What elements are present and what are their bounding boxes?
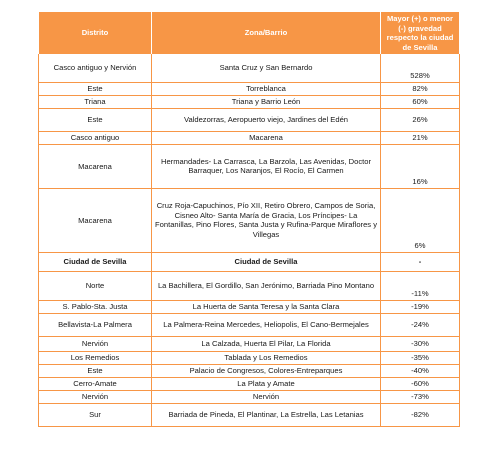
cell-distrito: Casco antiguo (39, 131, 152, 144)
cell-distrito: Este (39, 364, 152, 377)
cell-zona-barrio: La Bachillera, El Gordillo, San Jerónimo, Barriada Pino Montano (152, 271, 381, 300)
cell-distrito: Macarena (39, 188, 152, 252)
header-distrito: Distrito (39, 12, 152, 54)
cell-distrito: Este (39, 108, 152, 131)
cell-gravedad: -35% (381, 351, 460, 364)
cell-gravedad: -30% (381, 336, 460, 351)
cell-gravedad: 16% (381, 144, 460, 188)
cell-gravedad: -11% (381, 271, 460, 300)
table-row (39, 54, 460, 82)
table-row (39, 95, 460, 108)
cell-gravedad: 21% (381, 131, 460, 144)
cell-gravedad: -24% (381, 313, 460, 336)
cell-zona-barrio: La Huerta de Santa Teresa y la Santa Clara (152, 300, 381, 313)
gravity-table-container (38, 12, 459, 427)
cell-zona-barrio: Tablada y Los Remedios (152, 351, 381, 364)
cell-gravedad: 26% (381, 108, 460, 131)
table-row (39, 108, 460, 131)
table-row (39, 300, 460, 313)
table-row (39, 351, 460, 364)
table-row (39, 390, 460, 403)
cell-distrito: Macarena (39, 144, 152, 188)
gravity-table (38, 12, 460, 427)
cell-zona-barrio: Cruz Roja-Capuchinos, Pío XII, Retiro Obrero, Campos de Soria, Cisneo Alto- Santa María de Gracia, Los Príncipes- La Fontanillas, Pino Flores, Santa Justa y Rufina-Parque Miraflores y Villegas (152, 188, 381, 252)
cell-distrito: Bellavista-La Palmera (39, 313, 152, 336)
table-body (39, 54, 460, 426)
table-header-row (39, 12, 460, 54)
table-row (39, 82, 460, 95)
cell-zona-barrio: Santa Cruz y San Bernardo (152, 54, 381, 82)
cell-zona-barrio: Valdezorras, Aeropuerto viejo, Jardines del Edén (152, 108, 381, 131)
table-row (39, 271, 460, 300)
table-row (39, 188, 460, 252)
table-row (39, 403, 460, 426)
cell-zona-barrio: Nervión (152, 390, 381, 403)
cell-gravedad: -82% (381, 403, 460, 426)
cell-gravedad: 6% (381, 188, 460, 252)
cell-distrito: Nervión (39, 336, 152, 351)
header-gravedad: Mayor (+) o menor (-) gravedad respecto la ciudad de Sevilla (381, 12, 460, 54)
cell-distrito: Los Remedios (39, 351, 152, 364)
cell-distrito: Sur (39, 403, 152, 426)
table-row (39, 336, 460, 351)
header-zona-barrio: Zona/Barrio (152, 12, 381, 54)
table-row (39, 377, 460, 390)
cell-zona-barrio: Palacio de Congresos, Colores-Entreparques (152, 364, 381, 377)
cell-zona-barrio: Barriada de Pineda, El Plantinar, La Estrella, Las Letanias (152, 403, 381, 426)
cell-gravedad: 528% (381, 54, 460, 82)
cell-gravedad: -73% (381, 390, 460, 403)
cell-zona-barrio: Torreblanca (152, 82, 381, 95)
table-row (39, 252, 460, 271)
cell-distrito: Casco antiguo y Nervión (39, 54, 152, 82)
table-row (39, 313, 460, 336)
table-row (39, 131, 460, 144)
cell-zona-barrio: Hermandades- La Carrasca, La Barzola, Las Avenidas, Doctor Barraquer, Los Naranjos, El Rocío, El Carmen (152, 144, 381, 188)
cell-distrito: Nervión (39, 390, 152, 403)
cell-zona-barrio: Macarena (152, 131, 381, 144)
cell-gravedad: 60% (381, 95, 460, 108)
cell-distrito: Norte (39, 271, 152, 300)
cell-zona-barrio: La Plata y Amate (152, 377, 381, 390)
cell-zona-barrio: Triana y Barrio León (152, 95, 381, 108)
cell-gravedad: -40% (381, 364, 460, 377)
cell-distrito: S. Pablo-Sta. Justa (39, 300, 152, 313)
cell-zona-barrio: La Palmera-Reina Mercedes, Heliopolis, El Cano-Bermejales (152, 313, 381, 336)
cell-gravedad: 82% (381, 82, 460, 95)
cell-distrito: Cerro-Amate (39, 377, 152, 390)
cell-distrito: Triana (39, 95, 152, 108)
cell-zona-barrio: La Calzada, Huerta El Pilar, La Florida (152, 336, 381, 351)
cell-zona-barrio: Ciudad de Sevilla (152, 252, 381, 271)
table-row (39, 364, 460, 377)
cell-gravedad: -60% (381, 377, 460, 390)
cell-gravedad: - (381, 252, 460, 271)
cell-distrito: Este (39, 82, 152, 95)
table-row (39, 144, 460, 188)
cell-gravedad: -19% (381, 300, 460, 313)
cell-distrito: Ciudad de Sevilla (39, 252, 152, 271)
